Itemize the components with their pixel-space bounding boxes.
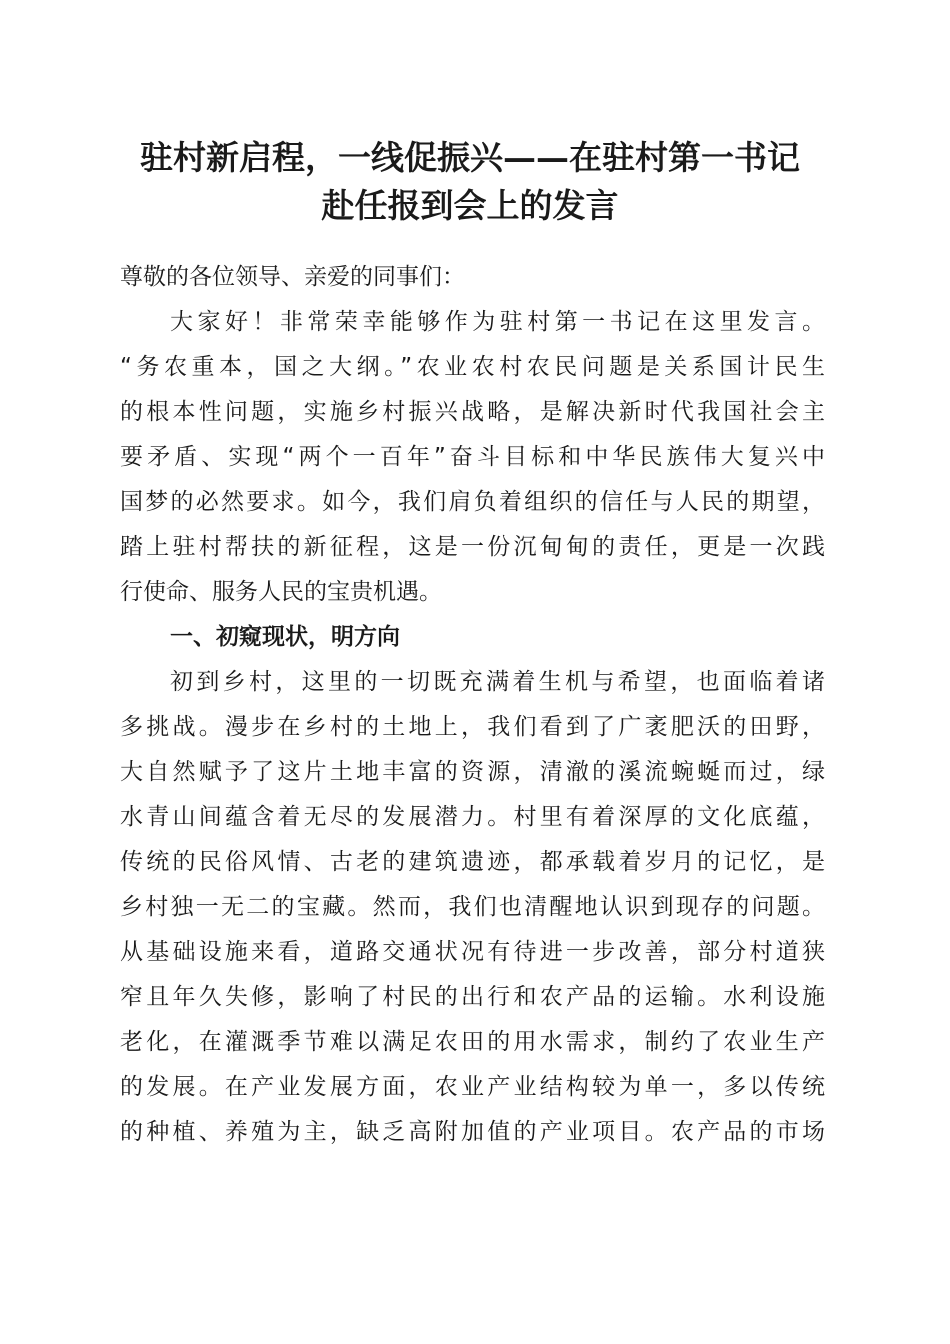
paragraph-line: 传统的民俗风情、古老的建筑遗迹，都承载着岁月的记忆，是 bbox=[120, 849, 825, 875]
paragraph-line: “务农重本，国之大纲。”农业农村农民问题是关系国计民生 bbox=[120, 354, 825, 380]
document-body bbox=[120, 255, 825, 1155]
paragraph-line: 的根本性问题，实施乡村振兴战略，是解决新时代我国社会主 bbox=[120, 399, 825, 425]
paragraph-line: 的种植、养殖为主，缺乏高附加值的产业项目。农产品的市场 bbox=[120, 1119, 825, 1145]
paragraph-line: 多挑战。漫步在乡村的土地上，我们看到了广袤肥沃的田野， bbox=[120, 714, 825, 740]
paragraph-line: 初到乡村，这里的一切既充满着生机与希望，也面临着诸 bbox=[170, 669, 825, 695]
paragraph-line: 大家好！非常荣幸能够作为驻村第一书记在这里发言。 bbox=[170, 309, 825, 335]
paragraph-line: 行使命、服务人民的宝贵机遇。 bbox=[120, 579, 442, 605]
paragraph-line: 大自然赋予了这片土地丰富的资源，清澈的溪流蜿蜒而过，绿 bbox=[120, 759, 825, 785]
paragraph-line: 踏上驻村帮扶的新征程，这是一份沉甸甸的责任，更是一次践 bbox=[120, 534, 825, 560]
paragraph-line: 要矛盾、实现“两个一百年”奋斗目标和中华民族伟大复兴中 bbox=[120, 444, 825, 470]
document-title-line-2: 赴任报到会上的发言 bbox=[321, 186, 619, 225]
paragraph-line: 乡村独一无二的宝藏。然而，我们也清醒地认识到现存的问题。 bbox=[120, 894, 825, 920]
section-heading: 一、初窥现状，明方向 bbox=[170, 624, 400, 650]
paragraph-line: 从基础设施来看，道路交通状况有待进一步改善，部分村道狭 bbox=[120, 939, 825, 965]
document-title-line-1: 驻村新启程，一线促振兴——在驻村第一书记 bbox=[140, 138, 800, 177]
paragraph-line: 国梦的必然要求。如今，我们肩负着组织的信任与人民的期望， bbox=[120, 489, 825, 515]
paragraph-1 bbox=[120, 300, 825, 615]
paragraph-line: 水青山间蕴含着无尽的发展潜力。村里有着深厚的文化底蕴， bbox=[120, 804, 825, 830]
paragraph-line: 老化，在灌溉季节难以满足农田的用水需求，制约了农业生产 bbox=[120, 1029, 825, 1055]
paragraph-2 bbox=[120, 660, 825, 1155]
paragraph-line: 的发展。在产业发展方面，农业产业结构较为单一，多以传统 bbox=[120, 1074, 825, 1100]
salutation: 尊敬的各位领导、亲爱的同事们： bbox=[120, 264, 465, 290]
paragraph-line: 窄且年久失修，影响了村民的出行和农产品的运输。水利设施 bbox=[120, 984, 825, 1010]
